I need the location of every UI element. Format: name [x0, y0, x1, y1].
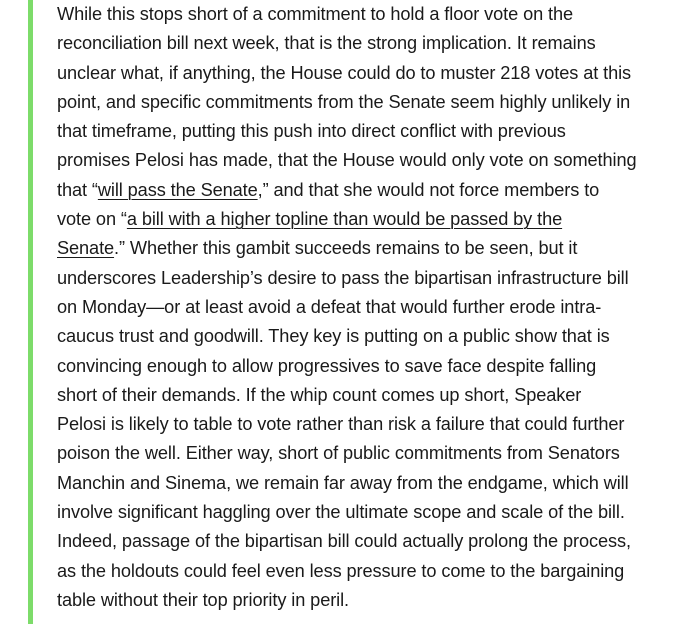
- text-line: promises Pelosi has made, that the House would only vote on something: [57, 150, 637, 171]
- text-line: table without their top priority in peril.: [57, 589, 349, 610]
- text-segment: .” Whether this gambit succeeds remains to be seen, but it: [114, 238, 578, 259]
- text-line: as the holdouts could feel even less pressure to come to the bargaining: [57, 560, 625, 581]
- text-line: [57, 234, 687, 263]
- text-segment: ,” and that she would not force members to: [257, 179, 600, 200]
- text-line: unclear what, if anything, the House could do to muster 218 votes at this: [57, 62, 632, 83]
- text-line: Manchin and Sinema, we remain far away from the endgame, which will: [57, 472, 629, 493]
- link-higher-topline-bill-continued[interactable]: Senate: [57, 238, 115, 259]
- text-line: reconciliation bill next week, that is the strong implication. It remains: [57, 33, 596, 54]
- text-segment: that “: [57, 179, 98, 200]
- text-line: short of their demands. If the whip count comes up short, Speaker: [57, 384, 582, 405]
- link-will-pass-the-senate[interactable]: will pass the Senate: [97, 179, 258, 200]
- text-line: involve significant haggling over the ultimate scope and scale of the bill.: [57, 502, 625, 523]
- text-line: [57, 176, 687, 205]
- text-line: caucus trust and goodwill. They key is putting on a public show that is: [57, 326, 610, 347]
- text-line: While this stops short of a commitment to hold a floor vote on the: [57, 4, 574, 24]
- text-line: that timeframe, putting this push into direct conflict with previous: [57, 121, 566, 142]
- text-line: underscores Leadership’s desire to pass the bipartisan infrastructure bill: [57, 267, 629, 288]
- text-line: point, and specific commitments from the Senate seem highly unlikely in: [57, 91, 631, 112]
- quoted-paragraph: [57, 0, 687, 615]
- text-line: on Monday—or at least avoid a defeat that would further erode intra-: [57, 296, 602, 317]
- text-line: Indeed, passage of the bipartisan bill could actually prolong the process,: [57, 531, 631, 552]
- text-line: Pelosi is likely to table to vote rather than risk a failure that could further: [57, 414, 625, 435]
- text-line: poison the well. Either way, short of public commitments from Senators: [57, 443, 620, 464]
- blockquote-accent-bar: [28, 0, 33, 624]
- text-line: [57, 205, 687, 234]
- text-segment: vote on “: [57, 209, 127, 230]
- link-higher-topline-bill[interactable]: a bill with a higher topline than would be passed by the: [126, 209, 563, 230]
- text-line: convincing enough to allow progressives to save face despite falling: [57, 355, 597, 376]
